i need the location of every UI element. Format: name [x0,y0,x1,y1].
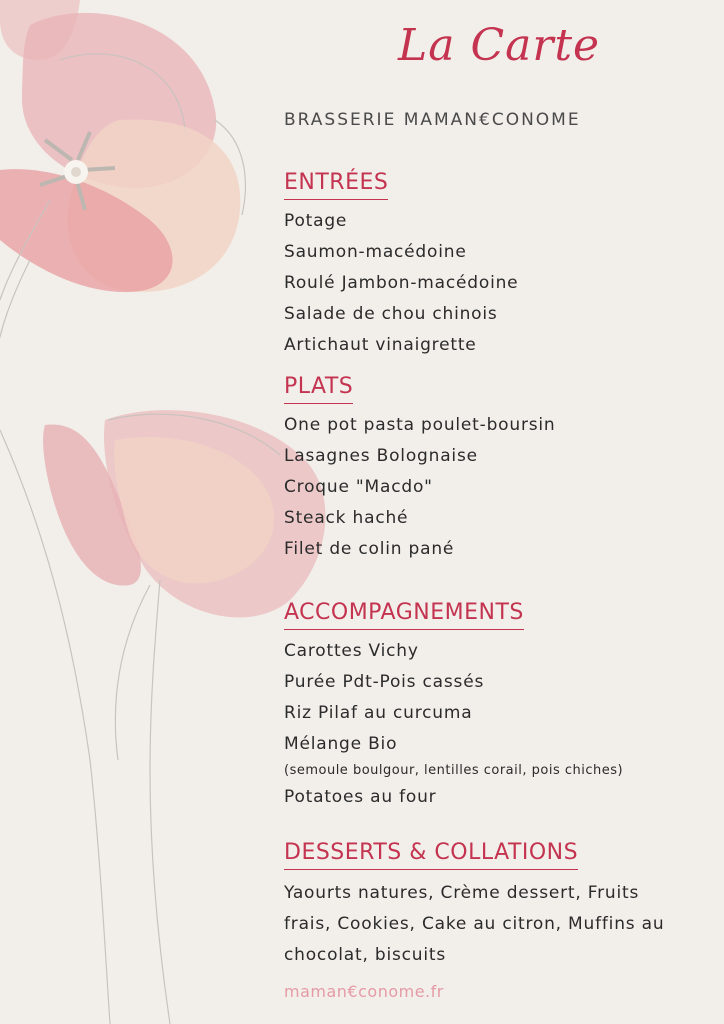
website-link[interactable]: maman€conome.fr [284,982,444,1001]
menu-item: One pot pasta poulet-boursin [284,415,556,435]
menu-item: Riz Pilaf au curcuma [284,703,473,723]
menu-item-list [284,636,623,813]
menu-title: La Carte [398,20,601,71]
menu-item: Saumon-macédoine [284,242,467,262]
menu-item: Artichaut vinaigrette [284,335,477,355]
section-accompagnements [284,600,623,813]
menu-item: Potage [284,211,348,231]
menu-item: Croque "Macdo" [284,477,433,497]
upper-poppy-flower [0,0,245,300]
menu-item: Filet de colin pané [284,539,455,559]
section-plats [284,374,556,565]
menu-item: Mélange Bio [284,734,398,754]
section-desserts [284,840,684,971]
restaurant-name: BRASSERIE MAMAN€CONOME [284,110,581,130]
section-heading: DESSERTS & COLLATIONS [284,840,578,870]
menu-item: Salade de chou chinois [284,304,498,324]
menu-item: Potatoes au four [284,787,437,807]
menu-item: Roulé Jambon-macédoine [284,273,519,293]
menu-item: Steack haché [284,508,409,528]
section-heading: ACCOMPAGNEMENTS [284,600,524,630]
desserts-text: Yaourts natures, Crème dessert, Fruits frais, Cookies, Cake au citron, Muffins au chocolat, biscuits [284,883,665,965]
menu-item: Purée Pdt-Pois cassés [284,672,485,692]
menu-item-note: (semoule boulgour, lentilles corail, pois chiches) [284,763,624,778]
section-entrees [284,170,518,361]
section-heading: ENTRÉES [284,170,388,200]
menu-item: Carottes Vichy [284,641,419,661]
menu-item-list [284,410,556,565]
section-heading: PLATS [284,374,353,404]
menu-item-list [284,206,518,361]
menu-item: Lasagnes Bolognaise [284,446,478,466]
